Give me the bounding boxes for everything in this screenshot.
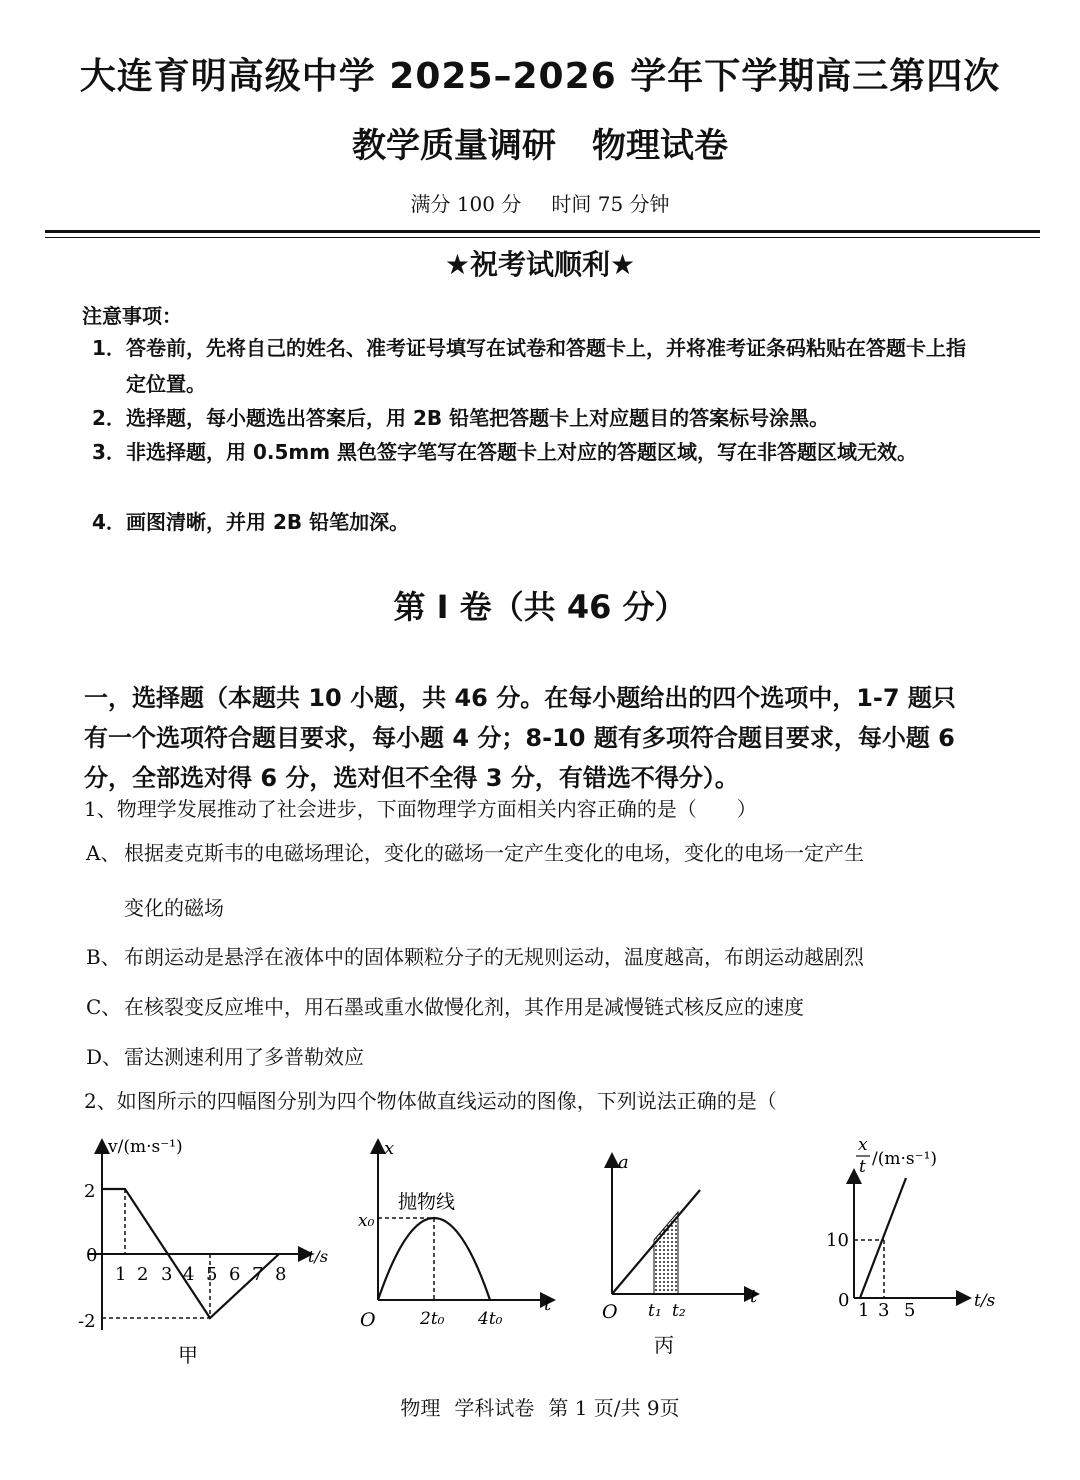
y-tick-label: 2 [84, 1181, 96, 1202]
x-tick-label: 7 [252, 1264, 264, 1285]
x-tick-labels [115, 1264, 286, 1285]
graph-caption: 甲 [178, 1343, 198, 1367]
exam-title-line2 [0, 118, 1080, 167]
option-label: D、 [86, 1045, 123, 1069]
exam-title-subject: 物理试卷 [592, 126, 728, 166]
x-tick-label: 6 [229, 1264, 241, 1285]
x-tick-label: 5 [904, 1300, 916, 1321]
x-tick-label: 5 [206, 1264, 218, 1285]
graph-caption: 丙 [654, 1333, 674, 1357]
x-tick-label: 1 [115, 1264, 127, 1285]
notice-item-number: 2． [92, 406, 126, 430]
x-tick-label: 3 [161, 1264, 173, 1285]
graph-ding-average-velocity-time [820, 1130, 1020, 1330]
x-tick-label: 2 [137, 1264, 149, 1285]
option-label: A、 [86, 841, 121, 865]
question-1-option-b [86, 942, 966, 972]
notice-item-text: 画图清晰，并用 2B 铅笔加深。 [126, 510, 410, 534]
header-divider-thick [45, 230, 1040, 233]
y-tick-label: -2 [78, 1311, 96, 1332]
origin-label: 0 [838, 1290, 850, 1311]
x-axis-label: t [544, 1294, 552, 1315]
footer-page-number: 第 1 页/共 9页 [548, 1396, 680, 1420]
graph-bing-acceleration-time [590, 1148, 770, 1368]
option-label: B、 [86, 945, 121, 969]
curve-label: 抛物线 [398, 1191, 456, 1213]
exam-meta [0, 188, 1080, 217]
y-axis-label-numerator: x [858, 1135, 868, 1155]
option-text: 雷达测速利用了多普勒效应 [124, 1045, 364, 1069]
question-1-option-a-continued: 变化的磁场 [124, 896, 224, 920]
question-1-option-c [86, 992, 966, 1022]
y-tick-label: 0 [86, 1245, 98, 1266]
notice-item-4 [92, 504, 972, 540]
page-footer [0, 1392, 1080, 1421]
y-tick-label: 10 [826, 1230, 849, 1251]
graph-jia-velocity-time [70, 1130, 340, 1370]
x-tick-label: 2t₀ [420, 1309, 445, 1329]
x-tick-label: 8 [275, 1264, 287, 1285]
origin-label: O [602, 1301, 618, 1323]
footer-subject: 物理 [400, 1396, 441, 1420]
notice-item-1 [92, 330, 972, 402]
option-text: 在核裂变反应堆中，用石墨或重水做慢化剂，其作用是减慢链式核反应的速度 [124, 995, 804, 1019]
notice-item-number: 3． [92, 440, 126, 464]
footer-paper: 学科试卷 [454, 1396, 535, 1420]
y-axis-label-unit: /(m·s⁻¹) [872, 1149, 938, 1169]
graph-yi-position-time [350, 1130, 570, 1340]
y-axis-label-denominator: t [859, 1157, 866, 1177]
x-tick-label: t₁ [648, 1301, 662, 1321]
exam-title-survey: 教学质量调研 [352, 126, 556, 166]
notice-item-number: 1． [92, 336, 126, 360]
x-tick-label: 4t₀ [478, 1309, 503, 1329]
exam-time: 时间 75 分钟 [551, 192, 670, 216]
x0-label: x₀ [358, 1211, 375, 1231]
full-score: 满分 100 分 [410, 192, 522, 216]
option-text: 根据麦克斯韦的电磁场理论，变化的磁场一定产生变化的电场，变化的电场一定产生 [124, 841, 864, 865]
x-tick-label: 3 [878, 1300, 890, 1321]
average-velocity-line [860, 1178, 906, 1298]
x-tick-label: 1 [858, 1300, 870, 1321]
header-divider-thin [45, 237, 1040, 238]
exam-title-line1: 大连育明高级中学 2025–2026 学年下学期高三第四次 [79, 56, 1001, 97]
option-label: C、 [86, 995, 122, 1019]
notice-item-text: 非选择题，用 0.5mm 黑色签字笔写在答题卡上对应的答题区域，写在非答题区域无效。 [126, 440, 918, 464]
y-axis-label: a [618, 1152, 629, 1173]
origin-label: O [360, 1309, 376, 1331]
notice-heading: 注意事项： [82, 304, 182, 328]
notice-item-number: 4． [92, 510, 126, 534]
question-1-option-d [86, 1042, 966, 1072]
x-axis-label: t/s [308, 1247, 329, 1266]
section-title: 第 I 卷（共 46 分） [393, 588, 687, 626]
question-1-stem: 1、物理学发展推动了社会进步，下面物理学方面相关内容正确的是（ ） [84, 797, 757, 821]
x-tick-label: 4 [183, 1264, 195, 1285]
question-2-stem: 2、如图所示的四幅图分别为四个物体做直线运动的图像，下列说法正确的是（ [84, 1089, 777, 1113]
option-text: 布朗运动是悬浮在液体中的固体颗粒分子的无规则运动，温度越高，布朗运动越剧烈 [124, 945, 864, 969]
y-axis-label: x [384, 1138, 395, 1159]
notice-item-text: 答卷前，先将自己的姓名、准考证号填写在试卷和答题卡上，并将准考证条码粘贴在答题卡上指定位置。 [126, 336, 966, 396]
notice-item-3 [92, 434, 972, 470]
x-axis-label: t/s [974, 1291, 996, 1311]
notice-item-2 [92, 400, 972, 436]
question-1-option-a [86, 838, 966, 868]
x-tick-label: t₂ [672, 1301, 686, 1321]
shaded-area [654, 1212, 678, 1294]
parabola-curve [378, 1218, 490, 1300]
y-axis-label: v/(m·s⁻¹) [108, 1137, 183, 1157]
good-luck-banner: ★祝考试顺利★ [444, 248, 636, 281]
x-axis-label: t [750, 1286, 758, 1307]
part-one-instructions: 一，选择题（本题共 10 小题，共 46 分。在每小题给出的四个选项中，1-7 题只有一个选项符合题目要求，每小题 4 分；8-10 题有多项符合题目要求，每小题 6 分，全部选对得 6 分，选对但不全得 3 分，有错选不得分）。 [84, 684, 956, 792]
notice-item-text: 选择题，每小题选出答案后，用 2B 铅笔把答题卡上对应题目的答案标号涂黑。 [126, 406, 830, 430]
